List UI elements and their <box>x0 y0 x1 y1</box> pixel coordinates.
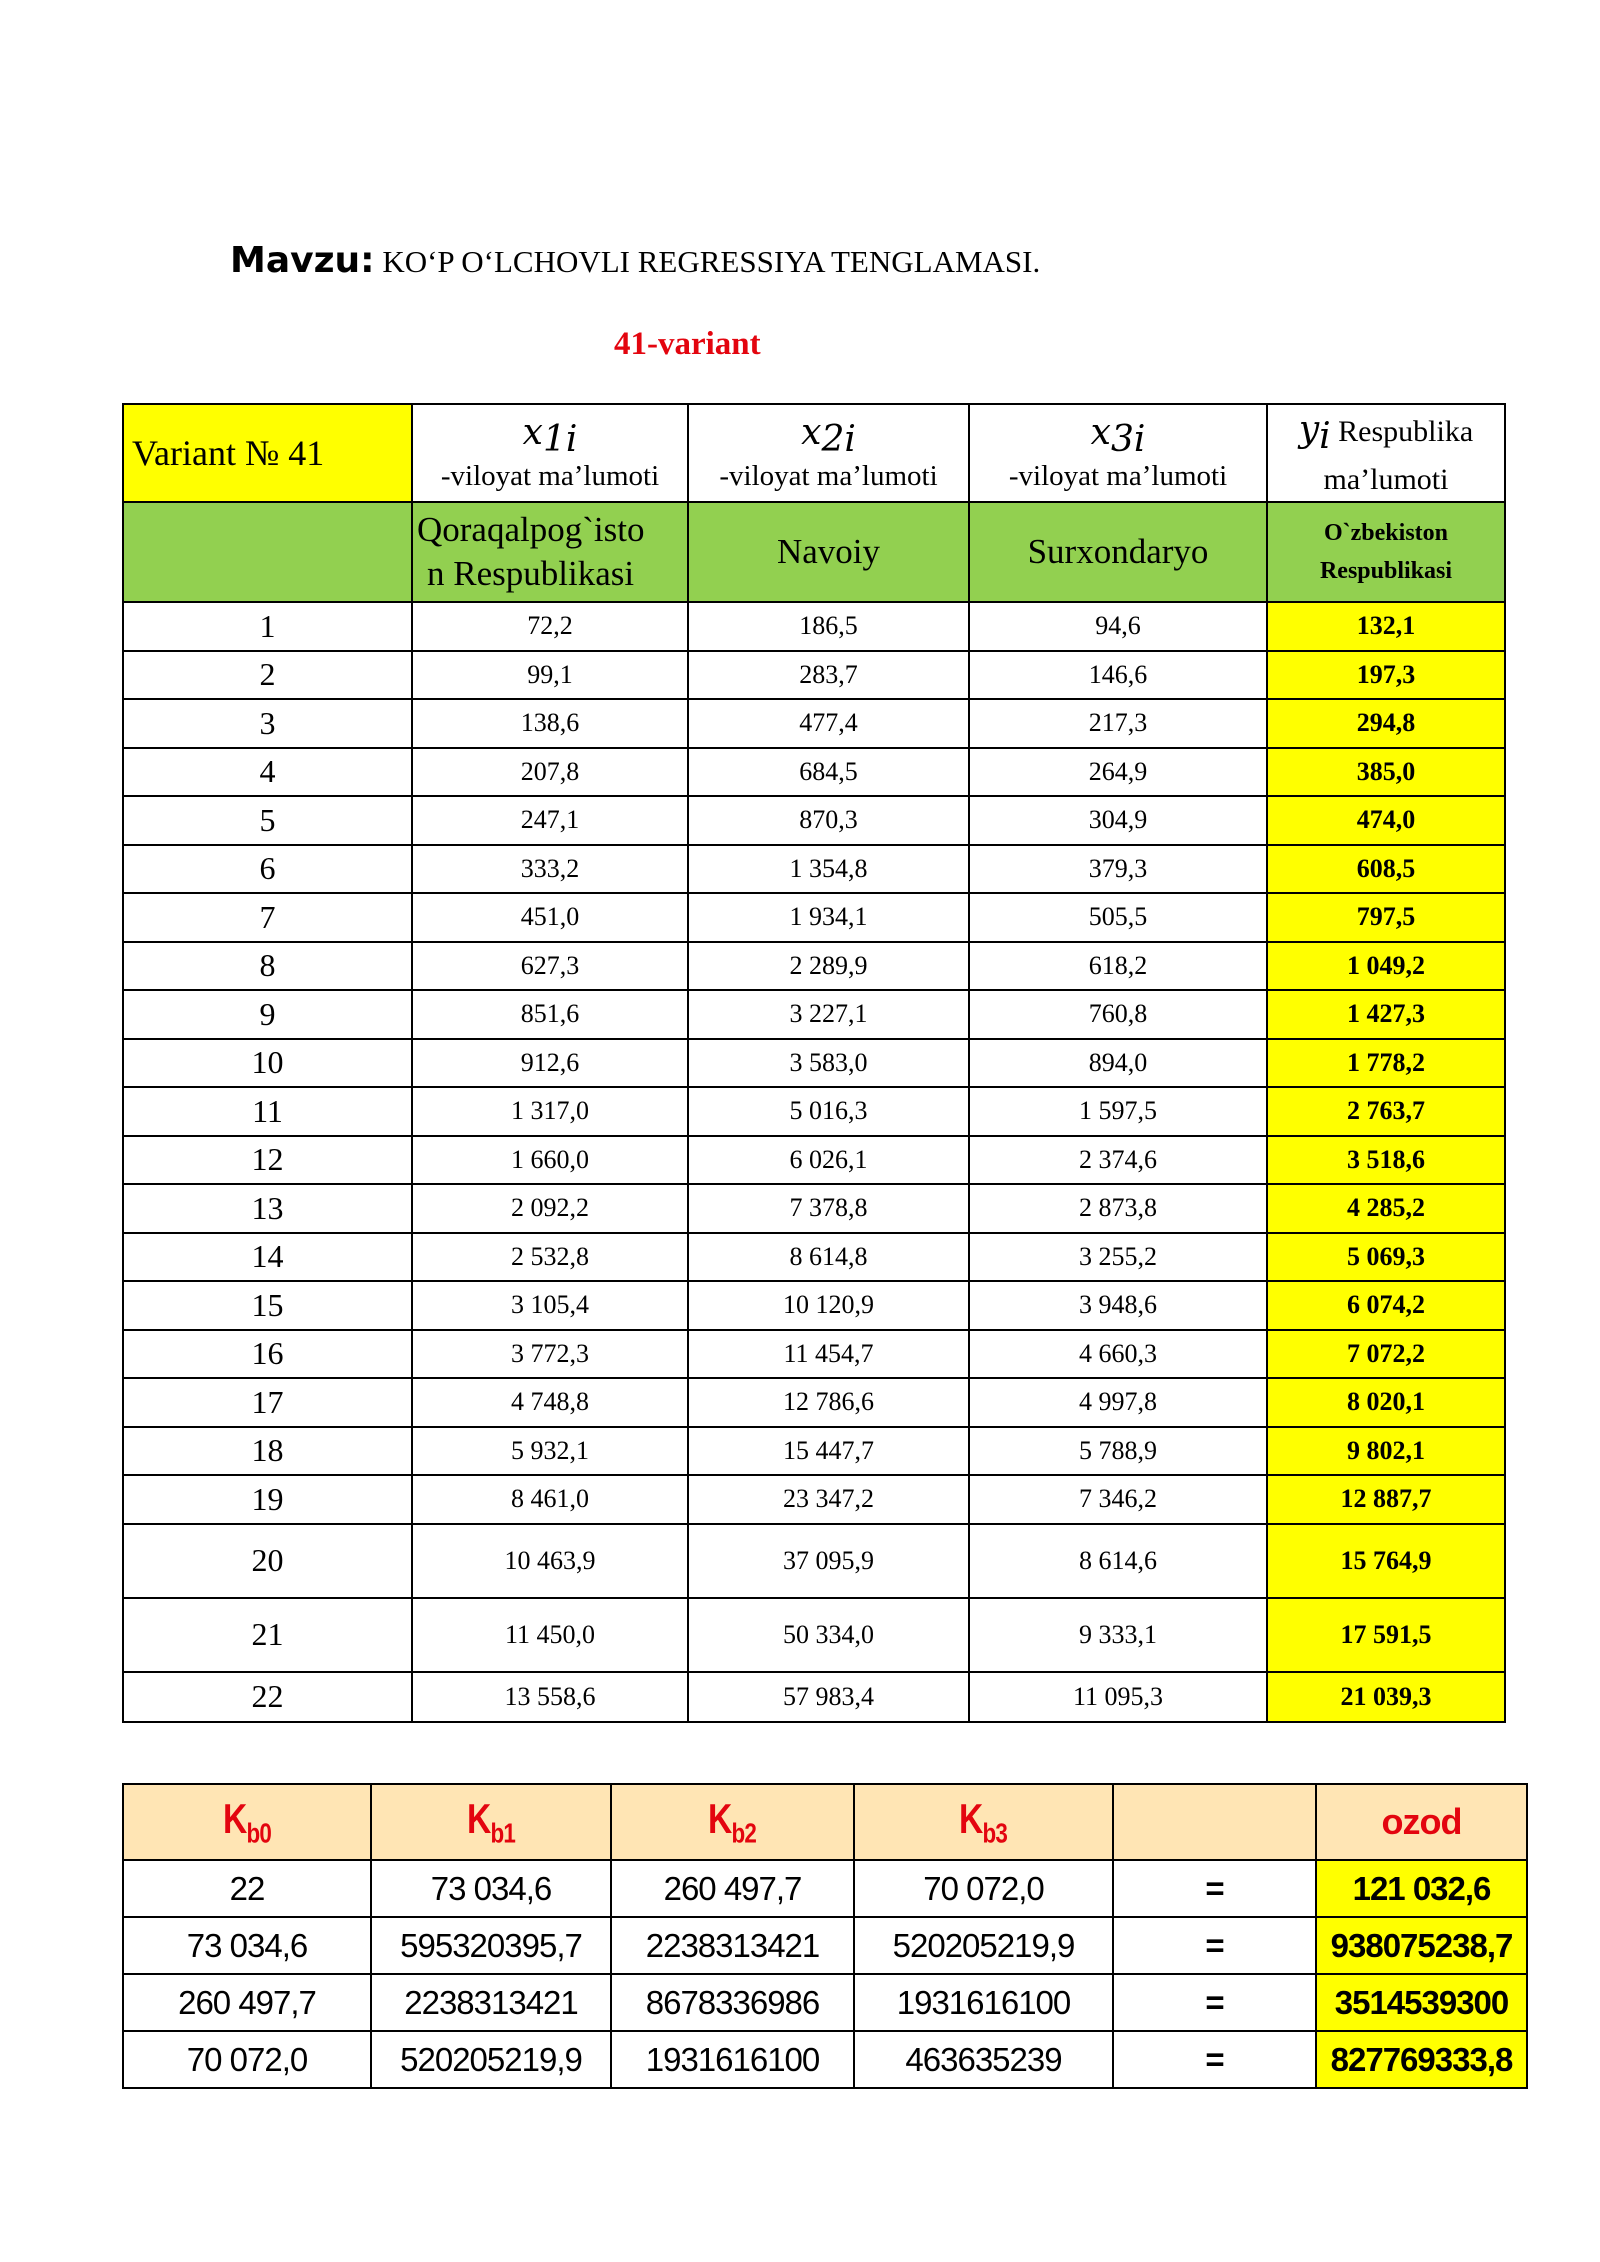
cell-x2: 5 016,3 <box>688 1087 969 1136</box>
table-row <box>123 748 1505 797</box>
cell-x2: 1 354,8 <box>688 845 969 894</box>
col-subscript: 3i <box>1110 419 1146 461</box>
cell-x3: 7 346,2 <box>969 1475 1267 1524</box>
cell-x3: 760,8 <box>969 990 1267 1039</box>
col-description: Respublika <box>1330 414 1474 448</box>
cell-y: 385,0 <box>1267 748 1505 797</box>
coefficient-cell: 520205219,9 <box>371 2031 611 2088</box>
table-row <box>123 699 1505 748</box>
k-symbol: K <box>466 1794 491 1842</box>
table-row <box>123 1233 1505 1282</box>
cell-y: 17 591,5 <box>1267 1598 1505 1672</box>
k-subscript: b2 <box>731 1817 757 1849</box>
row-index: 7 <box>123 893 412 942</box>
variant-label: Variant № 41 <box>123 404 412 502</box>
row-index: 17 <box>123 1378 412 1427</box>
cell-x1: 4 748,8 <box>412 1378 688 1427</box>
cell-x1: 5 932,1 <box>412 1427 688 1476</box>
region-name-x1 <box>412 502 688 602</box>
cell-y: 21 039,3 <box>1267 1672 1505 1722</box>
coefficient-cell: 73 034,6 <box>123 1917 371 1974</box>
row-index: 3 <box>123 699 412 748</box>
coefficient-cell: 1931616100 <box>854 1974 1113 2031</box>
page-title <box>230 240 1040 281</box>
col-header-x3 <box>969 404 1267 502</box>
cell-x1: 10 463,9 <box>412 1524 688 1598</box>
cell-x1: 912,6 <box>412 1039 688 1088</box>
cell-x2: 12 786,6 <box>688 1378 969 1427</box>
coefficient-header-row <box>123 1784 1527 1860</box>
cell-y: 608,5 <box>1267 845 1505 894</box>
cell-x2: 2 289,9 <box>688 942 969 991</box>
cell-x3: 2 873,8 <box>969 1184 1267 1233</box>
row-index: 14 <box>123 1233 412 1282</box>
row-index: 11 <box>123 1087 412 1136</box>
table-row <box>123 1598 1505 1672</box>
title-text: KO‘P O‘LCHOVLI REGRESSIYA TENGLAMASI. <box>374 244 1041 279</box>
cell-x1: 3 772,3 <box>412 1330 688 1379</box>
cell-x1: 3 105,4 <box>412 1281 688 1330</box>
cell-x3: 304,9 <box>969 796 1267 845</box>
cell-x1: 99,1 <box>412 651 688 700</box>
kb1-header <box>371 1784 611 1860</box>
table-row <box>123 1427 1505 1476</box>
equals-sign: = <box>1113 2031 1316 2088</box>
table-row <box>123 1184 1505 1233</box>
equals-sign: = <box>1113 1917 1316 1974</box>
cell-x3: 94,6 <box>969 602 1267 651</box>
row-index: 2 <box>123 651 412 700</box>
cell-x1: 2 532,8 <box>412 1233 688 1282</box>
kb2-header <box>611 1784 854 1860</box>
coefficient-cell: 2238313421 <box>371 1974 611 2031</box>
cell-x3: 1 597,5 <box>969 1087 1267 1136</box>
variant-title: 41-variant <box>614 326 761 362</box>
cell-x2: 6 026,1 <box>688 1136 969 1185</box>
row-index: 6 <box>123 845 412 894</box>
col-symbol: x <box>522 412 543 454</box>
table-row <box>123 893 1505 942</box>
region-line-1: Qoraqalpog`isto <box>417 510 645 550</box>
cell-x3: 894,0 <box>969 1039 1267 1088</box>
cell-x2: 37 095,9 <box>688 1524 969 1598</box>
table-row <box>123 845 1505 894</box>
col-header-y <box>1267 404 1505 502</box>
table-row <box>123 796 1505 845</box>
col-symbol: x <box>1090 412 1111 454</box>
title-label: Mavzu: <box>230 240 375 281</box>
cell-x2: 15 447,7 <box>688 1427 969 1476</box>
cell-x1: 1 317,0 <box>412 1087 688 1136</box>
ozod-value: 121 032,6 <box>1316 1860 1527 1917</box>
cell-x2: 186,5 <box>688 602 969 651</box>
table-row <box>123 942 1505 991</box>
coefficient-cell: 70 072,0 <box>123 2031 371 2088</box>
table-row <box>123 602 1505 651</box>
cell-y: 6 074,2 <box>1267 1281 1505 1330</box>
coefficient-cell: 70 072,0 <box>854 1860 1113 1917</box>
cell-x1: 247,1 <box>412 796 688 845</box>
table-row <box>123 990 1505 1039</box>
cell-x3: 618,2 <box>969 942 1267 991</box>
row-index: 21 <box>123 1598 412 1672</box>
coefficient-cell: 463635239 <box>854 2031 1113 2088</box>
coefficient-cell: 260 497,7 <box>611 1860 854 1917</box>
cell-x2: 11 454,7 <box>688 1330 969 1379</box>
cell-x3: 2 374,6 <box>969 1136 1267 1185</box>
col-description-2: ma’lumoti <box>1323 463 1449 497</box>
cell-y: 8 020,1 <box>1267 1378 1505 1427</box>
cell-y: 2 763,7 <box>1267 1087 1505 1136</box>
table-row <box>123 1136 1505 1185</box>
cell-x3: 3 948,6 <box>969 1281 1267 1330</box>
cell-x1: 333,2 <box>412 845 688 894</box>
cell-x2: 3 583,0 <box>688 1039 969 1088</box>
row-index: 5 <box>123 796 412 845</box>
cell-x3: 217,3 <box>969 699 1267 748</box>
row-index: 19 <box>123 1475 412 1524</box>
table-row <box>123 1330 1505 1379</box>
cell-y: 132,1 <box>1267 602 1505 651</box>
coefficient-row <box>123 1974 1527 2031</box>
cell-x1: 851,6 <box>412 990 688 1039</box>
cell-x2: 870,3 <box>688 796 969 845</box>
cell-x3: 5 788,9 <box>969 1427 1267 1476</box>
cell-x1: 8 461,0 <box>412 1475 688 1524</box>
coefficient-row <box>123 1917 1527 1974</box>
row-index: 1 <box>123 602 412 651</box>
coefficient-cell: 1931616100 <box>611 2031 854 2088</box>
cell-x3: 8 614,6 <box>969 1524 1267 1598</box>
ozod-header: ozod <box>1316 1784 1527 1860</box>
row-index: 12 <box>123 1136 412 1185</box>
table-row <box>123 1378 1505 1427</box>
region-name-x2: Navoiy <box>688 502 969 602</box>
kb0-header <box>123 1784 371 1860</box>
cell-y: 1 778,2 <box>1267 1039 1505 1088</box>
cell-x2: 23 347,2 <box>688 1475 969 1524</box>
table-row <box>123 1672 1505 1722</box>
k-subscript: b0 <box>246 1817 272 1849</box>
row-index: 18 <box>123 1427 412 1476</box>
region-line-1: O`zbekiston <box>1323 519 1448 546</box>
cell-x1: 11 450,0 <box>412 1598 688 1672</box>
cell-y: 3 518,6 <box>1267 1136 1505 1185</box>
cell-x2: 283,7 <box>688 651 969 700</box>
cell-x2: 8 614,8 <box>688 1233 969 1282</box>
cell-x3: 264,9 <box>969 748 1267 797</box>
row-index: 16 <box>123 1330 412 1379</box>
cell-x2: 3 227,1 <box>688 990 969 1039</box>
table-row <box>123 651 1505 700</box>
cell-x3: 4 997,8 <box>969 1378 1267 1427</box>
cell-x1: 2 092,2 <box>412 1184 688 1233</box>
equals-header <box>1113 1784 1316 1860</box>
cell-x1: 138,6 <box>412 699 688 748</box>
cell-y: 294,8 <box>1267 699 1505 748</box>
col-header-x1 <box>412 404 688 502</box>
region-row <box>123 502 1505 602</box>
row-index: 22 <box>123 1672 412 1722</box>
col-header-x2 <box>688 404 969 502</box>
k-subscript: b3 <box>982 1817 1008 1849</box>
row-index: 8 <box>123 942 412 991</box>
table-row <box>123 1475 1505 1524</box>
row-index: 15 <box>123 1281 412 1330</box>
cell-x2: 7 378,8 <box>688 1184 969 1233</box>
region-line-2: Respublikasi <box>1319 558 1453 584</box>
ozod-value: 3514539300 <box>1316 1974 1527 2031</box>
cell-x3: 505,5 <box>969 893 1267 942</box>
coefficient-cell: 8678336986 <box>611 1974 854 2031</box>
cell-x1: 451,0 <box>412 893 688 942</box>
cell-x1: 207,8 <box>412 748 688 797</box>
data-table <box>122 403 1506 1723</box>
cell-x1: 1 660,0 <box>412 1136 688 1185</box>
table-header-row <box>123 404 1505 502</box>
cell-x3: 146,6 <box>969 651 1267 700</box>
region-name-y <box>1267 502 1505 602</box>
k-symbol: K <box>959 1794 983 1842</box>
equals-sign: = <box>1113 1860 1316 1917</box>
row-index: 13 <box>123 1184 412 1233</box>
k-subscript: b1 <box>490 1817 516 1849</box>
coefficient-table <box>122 1783 1528 2089</box>
col-subscript: 2i <box>821 419 856 461</box>
table-row <box>123 1039 1505 1088</box>
cell-y: 797,5 <box>1267 893 1505 942</box>
equals-sign: = <box>1113 1974 1316 2031</box>
cell-x2: 1 934,1 <box>688 893 969 942</box>
coefficient-cell: 260 497,7 <box>123 1974 371 2031</box>
k-symbol: K <box>222 1794 247 1842</box>
cell-x3: 379,3 <box>969 845 1267 894</box>
col-symbol: y <box>1298 408 1320 450</box>
table-row <box>123 1281 1505 1330</box>
col-subscript: 1i <box>542 419 578 461</box>
col-description: -viloyat ma’lumoti <box>719 460 938 493</box>
coefficient-cell: 73 034,6 <box>371 1860 611 1917</box>
coefficient-cell: 595320395,7 <box>371 1917 611 1974</box>
cell-x2: 50 334,0 <box>688 1598 969 1672</box>
cell-y: 197,3 <box>1267 651 1505 700</box>
cell-y: 7 072,2 <box>1267 1330 1505 1379</box>
row-index: 20 <box>123 1524 412 1598</box>
cell-y: 15 764,9 <box>1267 1524 1505 1598</box>
cell-x1: 627,3 <box>412 942 688 991</box>
coefficient-row <box>123 2031 1527 2088</box>
cell-x3: 4 660,3 <box>969 1330 1267 1379</box>
region-name-x3: Surxondaryo <box>969 502 1267 602</box>
table-row <box>123 1524 1505 1598</box>
col-subscript: i <box>1319 415 1331 457</box>
cell-x2: 10 120,9 <box>688 1281 969 1330</box>
ozod-value: 938075238,7 <box>1316 1917 1527 1974</box>
row-index: 4 <box>123 748 412 797</box>
table-row <box>123 1087 1505 1136</box>
cell-x2: 57 983,4 <box>688 1672 969 1722</box>
cell-y: 4 285,2 <box>1267 1184 1505 1233</box>
cell-y: 5 069,3 <box>1267 1233 1505 1282</box>
cell-x2: 684,5 <box>688 748 969 797</box>
row-index: 10 <box>123 1039 412 1088</box>
coefficient-cell: 22 <box>123 1860 371 1917</box>
cell-x2: 477,4 <box>688 699 969 748</box>
coefficient-cell: 2238313421 <box>611 1917 854 1974</box>
col-description: -viloyat ma’lumoti <box>440 460 660 493</box>
kb3-header <box>854 1784 1113 1860</box>
region-empty-cell <box>123 502 412 602</box>
cell-x1: 13 558,6 <box>412 1672 688 1722</box>
region-line-2: n Respublikasi <box>427 554 635 593</box>
cell-y: 474,0 <box>1267 796 1505 845</box>
cell-y: 1 427,3 <box>1267 990 1505 1039</box>
coefficient-row <box>123 1860 1527 1917</box>
col-description: -viloyat ma’lumoti <box>1008 460 1228 493</box>
cell-x1: 72,2 <box>412 602 688 651</box>
cell-y: 9 802,1 <box>1267 1427 1505 1476</box>
cell-x3: 9 333,1 <box>969 1598 1267 1672</box>
coefficient-cell: 520205219,9 <box>854 1917 1113 1974</box>
cell-x3: 3 255,2 <box>969 1233 1267 1282</box>
ozod-value: 827769333,8 <box>1316 2031 1527 2088</box>
cell-y: 12 887,7 <box>1267 1475 1505 1524</box>
cell-y: 1 049,2 <box>1267 942 1505 991</box>
cell-x3: 11 095,3 <box>969 1672 1267 1722</box>
k-symbol: K <box>708 1794 732 1842</box>
col-symbol: x <box>801 412 822 454</box>
row-index: 9 <box>123 990 412 1039</box>
